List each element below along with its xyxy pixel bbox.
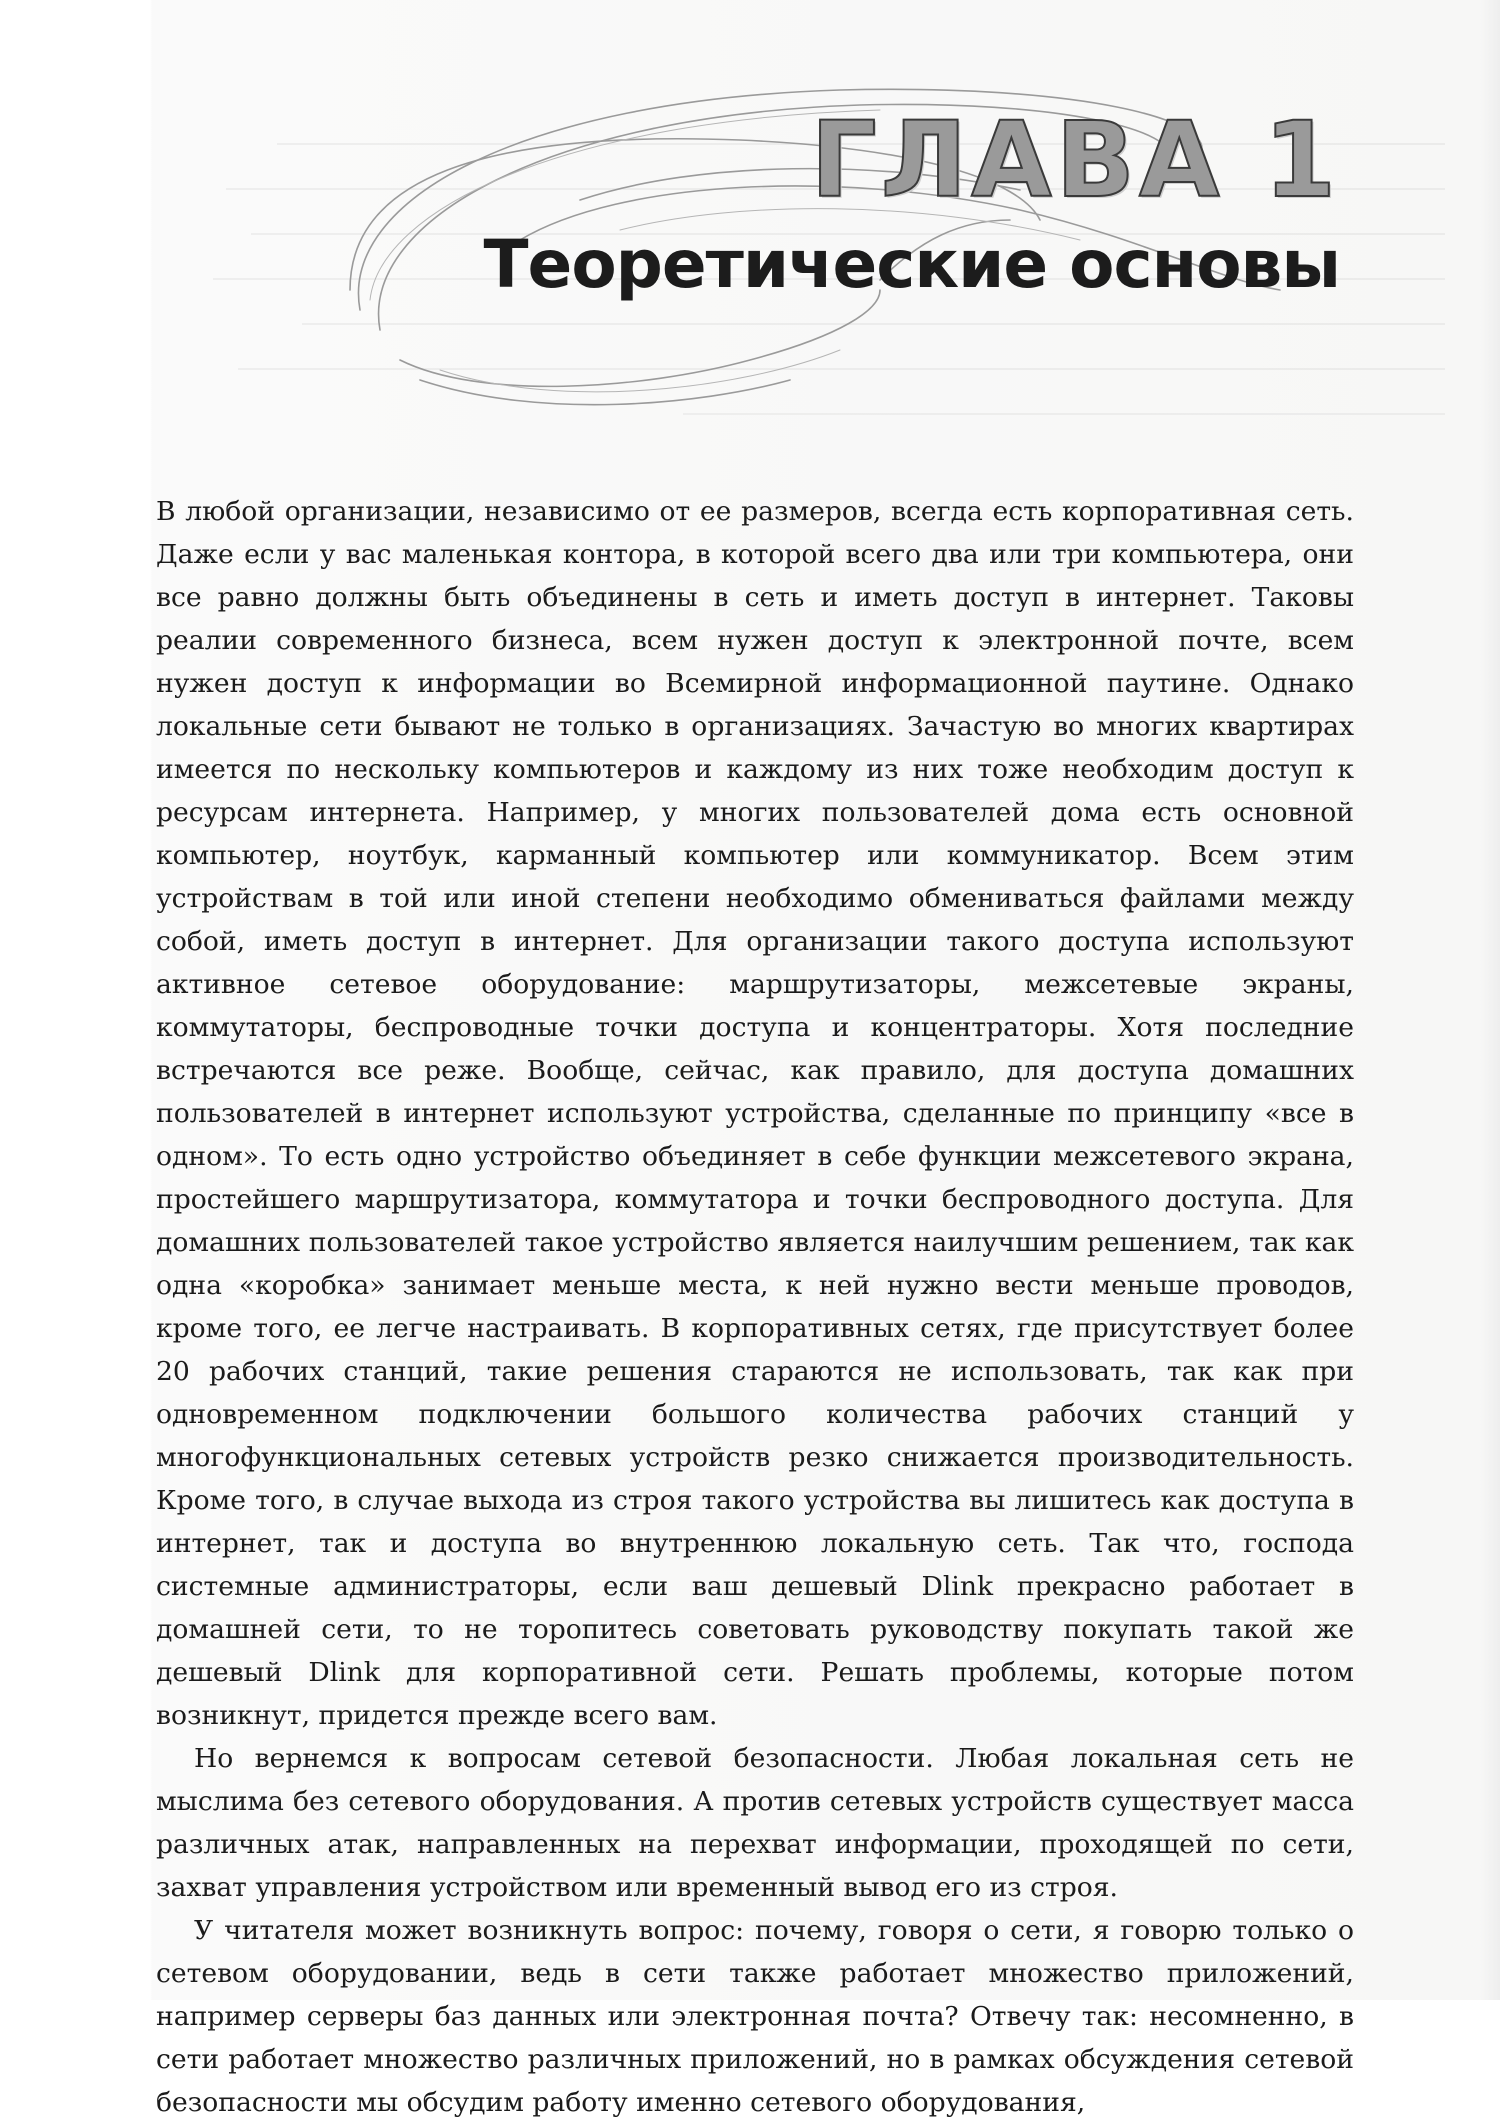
- paragraph: Но вернемся к вопросам сетевой безопасности. Любая локальная сеть не мыслима без сетевого оборудования. А против сетевых устройств существует масса различных атак, направленных на перехват информации, проходящей по сети, захват управления устройством или временный вывод его из строя.: [156, 1743, 1354, 1903]
- body-text: [156, 490, 1354, 2124]
- paragraph: У читателя может возникнуть вопрос: почему, говоря о сети, я говорю только о сетевом оборудовании, ведь в сети также работает множество приложений, например серверы баз данных или электронная почта? Отвечу так: несомненно, в сети работает множество различных приложений, но в рамках обсуждения сетевой безопасности мы обсудим работу именно сетевого оборудования,: [156, 1915, 1354, 2118]
- chapter-title: Теоретические основы: [483, 226, 1340, 303]
- chapter-number-heading: ГЛАВА 1: [810, 99, 1340, 221]
- paragraph: В любой организации, независимо от ее размеров, всегда есть корпоративная сеть. Даже если у вас маленькая контора, в которой всего два или три компьютера, они все равно должны быть объединены в сеть и иметь доступ в интернет. Таковы реалии современного бизнеса, всем нужен доступ к электронной почте, всем нужен доступ к информации во Всемирной информационной паутине. Однако локальные сети бывают не только в организациях. Зачастую во многих квартирах имеется по нескольку компьютеров и каждому из них тоже необходим доступ к ресурсам интернета. Например, у многих пользователей дома есть основной компьютер, ноутбук, карманный компьютер или коммуникатор. Всем этим устройствам в той или иной степени необходимо обмениваться файлами между собой, иметь доступ в интернет. Для организации такого доступа используют активное сетевое оборудование: маршрутизаторы, межсетевые экраны, коммутаторы, беспроводные точки доступа и концентраторы. Хотя последние встречаются все реже. Вообще, сейчас, как правило, для доступа домашних пользователей в интернет используют устройства, сделанные по принципу «все в одном». То есть одно устройство объединяет в себе функции межсетевого экрана, простейшего маршрутизатора, коммутатора и точки беспроводного доступа. Для домашних пользователей такое устройство является наилучшим решением, так как одна «коробка» занимает меньше места, к ней нужно вести меньше проводов, кроме того, ее легче настраивать. В корпоративных сетях, где присутствует более 20 рабочих станций, такие решения стараются не использовать, так как при одновременном подключении большого количества рабочих станций у многофункциональных сетевых устройств резко снижается производительность. Кроме того, в случае выхода из строя такого устройства вы лишитесь как доступа в интернет, так и доступа во внутреннюю локальную сеть. Так что, господа системные администраторы, если ваш дешевый Dlink прекрасно работает в домашней сети, то не торопитесь советовать руководству покупать такой же дешевый Dlink для корпоративной сети. Решать проблемы, которые потом возникнут, придется прежде всего вам.: [156, 496, 1354, 1731]
